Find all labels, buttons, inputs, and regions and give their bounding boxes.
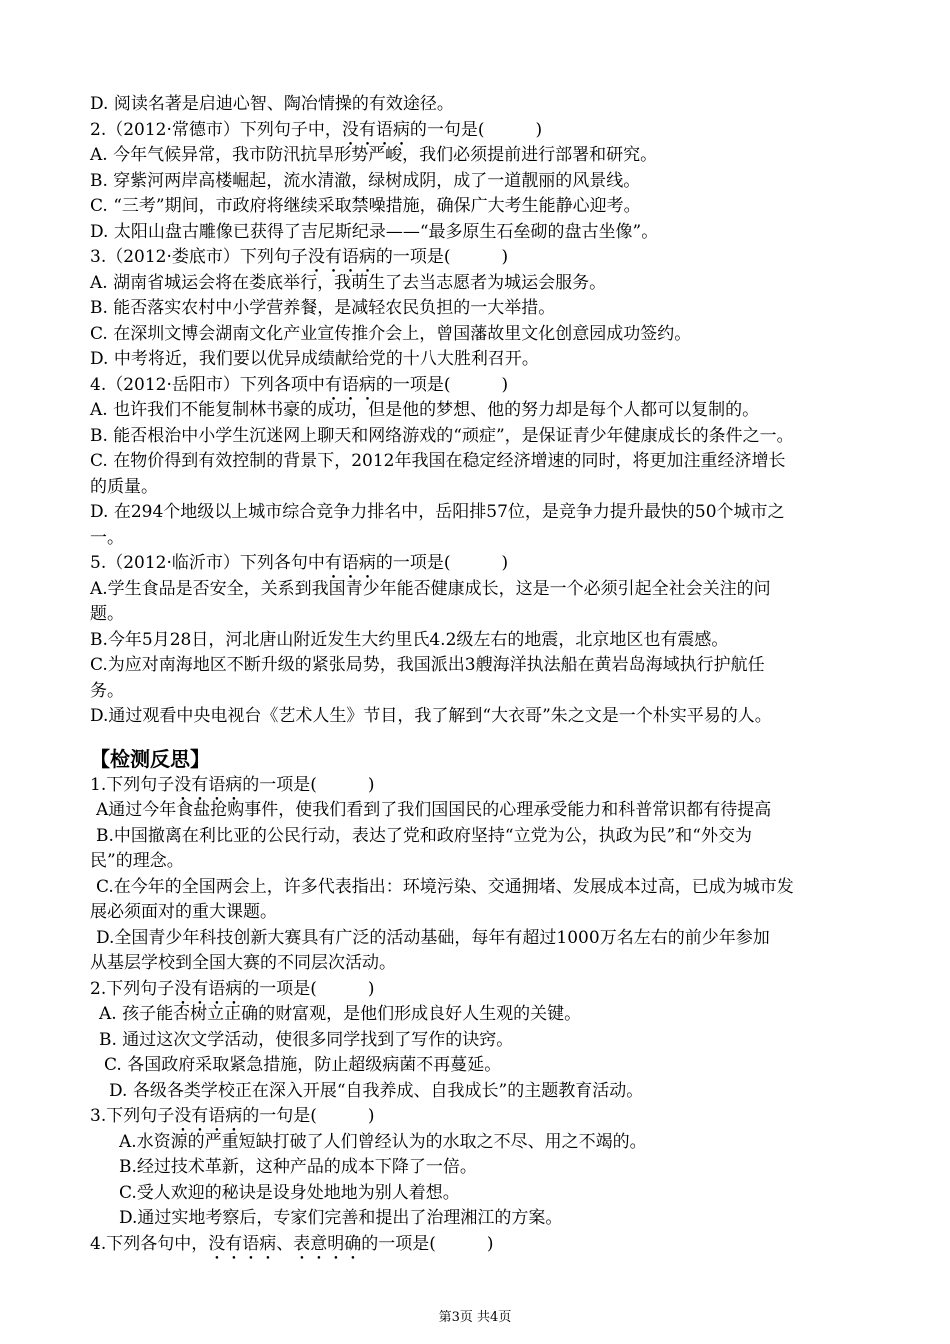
text-line: 务。 — [90, 680, 124, 701]
text-line: 展必须面对的重大课题。 — [90, 902, 277, 922]
text-line: A. 湖南省城运会将在娄底举行，我萌生了去当志愿者为城运会服务。 — [90, 272, 607, 293]
text-line: D.通过实地考察后，专家们完善和提出了治理湘江的方案。 — [119, 1208, 563, 1228]
text-line: 3.下列句子没有语病的一句是( ) — [90, 1106, 375, 1126]
emphasized-phrase: 没有语病 — [307, 247, 376, 267]
emphasized-phrase: 有语病 — [324, 374, 376, 395]
text-line: 4.下列各句中，没有语病、表意明确的一项是( ) — [90, 1233, 494, 1254]
section-heading: 【检测反思】 — [90, 746, 210, 771]
text-line: C. 在物价得到有效控制的背景下，2012年我国在稳定经济增速的同时，将更加注重经济增长 — [90, 451, 786, 471]
text-line: C. “三考”期间，市政府将继续采取禁噪措施，确保广大考生能静心迎考。 — [90, 196, 641, 216]
emphasized-phrase: 没有语病 — [174, 774, 243, 795]
text-line: 一。 — [90, 527, 124, 548]
text-line: A. 今年气候异常，我市防汛抗旱形势严峻，我们必须提前进行部署和研究。 — [90, 145, 658, 165]
text-line: 的质量。 — [90, 476, 158, 497]
text-line: C.受人欢迎的秘诀是设身处地地为别人着想。 — [119, 1182, 460, 1203]
text-line: 从基层学校到全国大赛的不同层次活动。 — [90, 953, 396, 973]
text-line: D.全国青少年科技创新大赛具有广泛的活动基础，每年有超过1000万名左右的前少年参加 — [96, 927, 770, 948]
text-line: C. 在深圳文博会湖南文化产业宣传推介会上，曾国藩故里文化创意园成功签约。 — [90, 323, 692, 344]
text-line: B.今年5月28日，河北唐山附近发生大约里氏4.2级左右的地震，北京地区也有震感。 — [90, 629, 729, 650]
text-line: C.在今年的全国两会上，许多代表指出：环境污染、交通拥堵、发展成本过高，已成为城市发 — [96, 876, 794, 897]
emphasized-phrase: 没有语病 — [208, 1233, 277, 1254]
text-line: 题。 — [90, 604, 124, 624]
text-line: 5.（2012·临沂市）下列各句中有语病的一项是( ) — [90, 553, 509, 573]
text-line: B. 能否落实农村中小学营养餐，是减轻农民负担的一大举措。 — [90, 298, 556, 318]
text-line: B.经过技术革新，这种产品的成本下降了一倍。 — [119, 1157, 477, 1177]
text-line: A.学生食品是否安全，关系到我国青少年能否健康成长，这是一个必须引起全社会关注的问 — [90, 578, 771, 599]
text-line: A. 孩子能否树立正确的财富观，是他们形成良好人生观的关键。 — [99, 1004, 582, 1024]
text-line: 民”的理念。 — [90, 851, 184, 871]
text-line: A.水资源的严重短缺打破了人们曾经认为的水取之不尽、用之不竭的。 — [119, 1131, 647, 1152]
text-line: D. 中考将近，我们要以优异成绩献给党的十八大胜利召开。 — [90, 349, 539, 369]
text-line: B. 通过这次文学活动，使很多同学找到了写作的诀窍。 — [99, 1029, 514, 1050]
emphasized-phrase: 没有语病 — [174, 1106, 243, 1126]
emphasized-phrase: 没有语病 — [174, 978, 243, 999]
text-line: D. 在294个地级以上城市综合竞争力排名中，岳阳排57位，是竞争力提升最快的50个城市之 — [90, 502, 785, 522]
text-line: D. 太阳山盘古雕像已获得了吉尼斯纪录——“最多原生石垒砌的盘古坐像”。 — [90, 221, 659, 242]
text-line: B. 穿紫河两岸高楼崛起，流水清澈，绿树成阴，成了一道靓丽的风景线。 — [90, 170, 641, 191]
exercise-section — [90, 92, 860, 730]
text-line: D.通过观看中央电视台《艺术人生》节目，我了解到“大衣哥”朱之文是一个朴实平易的人。 — [90, 706, 772, 726]
text-line: B.中国撤离在利比亚的公民行动，表达了党和政府坚持“立党为公，执政为民”和“外交为 — [96, 825, 752, 846]
document-body — [90, 92, 860, 1257]
emphasized-phrase: 有语病 — [324, 553, 376, 573]
emphasized-phrase: 表意明确 — [293, 1233, 362, 1254]
text-line: D. 各级各类学校正在深入开展“自我养成、自我成长”的主题教育活动。 — [109, 1080, 644, 1101]
text-line: 4.（2012·岳阳市）下列各项中有语病的一项是( ) — [90, 374, 509, 395]
emphasized-phrase: 没有语病 — [341, 119, 410, 140]
text-line: B. 能否根治中小学生沉迷网上聊天和网络游戏的“顽症”，是保证青少年健康成长的条件之一。 — [90, 425, 794, 446]
text-line: 2.下列句子没有语病的一项是( ) — [90, 978, 375, 999]
text-line: A通过今年食盐抢购事件，使我们看到了我们国国民的心理承受能力和科普常识都有待提高 — [96, 800, 772, 820]
text-line: 3.（2012·娄底市）下列句子没有语病的一项是( ) — [90, 247, 509, 267]
text-line: 1.下列句子没有语病的一项是( ) — [90, 774, 375, 795]
text-line: A. 也许我们不能复制林书豪的成功，但是他的梦想、他的努力却是每个人都可以复制的。 — [90, 400, 760, 420]
page-footer: 第3页 共4页 — [438, 1310, 512, 1325]
text-line: C.为应对南海地区不断升级的紧张局势，我国派出3艘海洋执法船在黄岩岛海域执行护航任 — [90, 655, 765, 675]
text-line: D. 阅读名著是启迪心智、陶冶情操的有效途径。 — [90, 94, 454, 114]
text-line: 2.（2012·常德市）下列句子中，没有语病的一句是( ) — [90, 119, 543, 140]
text-line: C. 各国政府采取紧急措施，防止超级病菌不再蔓延。 — [104, 1055, 502, 1075]
reflection-section — [90, 773, 860, 1258]
